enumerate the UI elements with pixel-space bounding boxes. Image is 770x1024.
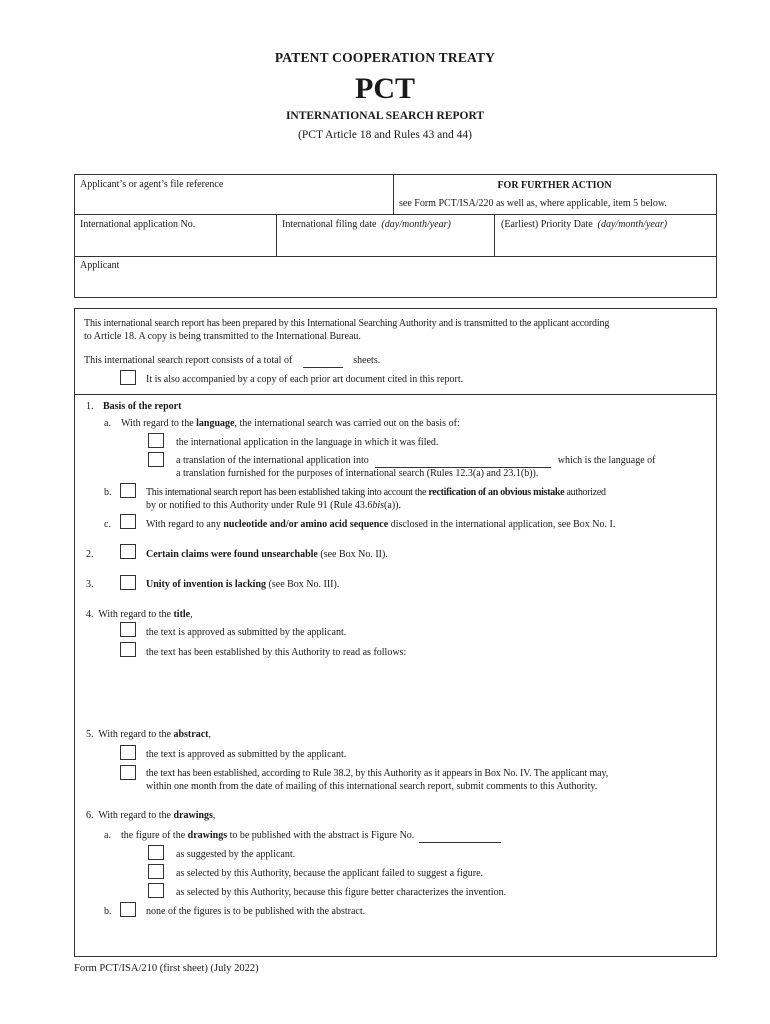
legal-basis: (PCT Article 18 and Rules 43 and 44) xyxy=(298,129,472,141)
section-1c-label: c. xyxy=(104,519,111,530)
title-approved-checkbox[interactable] xyxy=(120,622,136,637)
sequence-checkbox[interactable] xyxy=(120,514,136,529)
sheets-count-field[interactable] xyxy=(303,354,343,368)
figure-authority-failed-checkbox[interactable] xyxy=(148,864,164,879)
priority-date-field[interactable] xyxy=(501,232,713,252)
figure-suggested-text: as suggested by the applicant. xyxy=(176,849,296,860)
accompanied-checkbox[interactable] xyxy=(120,370,136,385)
further-action-title: FOR FURTHER ACTION xyxy=(497,180,612,191)
section-1a-text: With regard to the language, the international search was carried out on the basis of: xyxy=(121,418,460,429)
section-1-number: 1. xyxy=(86,401,94,412)
sequence-text: With regard to any nucleotide and/or amino acid sequence disclosed in the international application, see Box No. I. xyxy=(146,519,616,530)
figure-better-characterizes-text: as selected by this Authority, because this figure better characterizes the invention. xyxy=(176,887,507,898)
unsearchable-claims-text: Certain claims were found unsearchable (see Box No. II). xyxy=(146,549,388,560)
application-no-label: International application No. xyxy=(80,219,196,230)
figure-number-line: the figure of the drawings to be published with the abstract is Figure No. xyxy=(121,829,501,843)
section-2-number: 2. xyxy=(86,549,94,560)
treaty-heading: PATENT COOPERATION TREATY xyxy=(274,50,496,65)
no-figure-text: none of the figures is to be published with the abstract. xyxy=(146,906,366,917)
figure-suggested-checkbox[interactable] xyxy=(148,845,164,860)
figure-better-characterizes-checkbox[interactable] xyxy=(148,883,164,898)
intro-line-1: This international search report has been prepared by this International Searching Authority and is transmitted to the applicant according xyxy=(84,318,610,329)
section-5-heading: 5. With regard to the abstract, xyxy=(86,729,211,740)
priority-date-label: (Earliest) Priority Date (day/month/year) xyxy=(501,219,668,230)
file-reference-field[interactable] xyxy=(80,192,390,212)
abstract-established-line2: within one month from the date of mailing of this international search report, submit comments to this Authority. xyxy=(146,781,598,792)
pct-title: PCT xyxy=(355,72,415,105)
no-figure-checkbox[interactable] xyxy=(120,902,136,917)
section-1-title: Basis of the report xyxy=(103,401,182,412)
abstract-established-checkbox[interactable] xyxy=(120,765,136,780)
language-translation-checkbox[interactable] xyxy=(148,452,164,467)
further-action-text: see Form PCT/ISA/220 as well as, where applicable, item 5 below. xyxy=(399,198,667,209)
section-6a-label: a. xyxy=(104,830,111,841)
application-no-field[interactable] xyxy=(80,232,272,252)
unsearchable-claims-checkbox[interactable] xyxy=(120,544,136,559)
sheets-line: This international search report consists of a total of sheets. xyxy=(84,355,381,366)
applicant-label: Applicant xyxy=(80,260,120,271)
section-4-heading: 4. With regard to the title, xyxy=(86,609,193,620)
language-original-text: the international application in the language in which it was filed. xyxy=(176,437,439,448)
filing-date-field[interactable] xyxy=(282,232,490,252)
section-6b-label: b. xyxy=(104,906,112,917)
figure-number-field[interactable] xyxy=(419,829,501,843)
title-established-text: the text has been established by this Authority to read as follows: xyxy=(146,647,407,658)
abstract-approved-text: the text is approved as submitted by the applicant. xyxy=(146,749,347,760)
unity-lacking-checkbox[interactable] xyxy=(120,575,136,590)
file-reference-label: Applicant’s or agent’s file reference xyxy=(80,179,224,190)
filing-date-label: International filing date (day/month/year) xyxy=(282,219,451,230)
priority-date-format: (day/month/year) xyxy=(597,219,668,230)
rectification-line2: by or notified to this Authority under Rule 91 (Rule 43.6bis(a)). xyxy=(146,500,401,511)
accompanied-text: It is also accompanied by a copy of each prior art document cited in this report. xyxy=(146,374,464,385)
language-original-checkbox[interactable] xyxy=(148,433,164,448)
applicant-field[interactable] xyxy=(80,273,710,293)
unity-lacking-text: Unity of invention is lacking (see Box No. III). xyxy=(146,579,340,590)
language-translation-line2: a translation furnished for the purposes of international search (Rules 12.3(a) and 23.1(b)). xyxy=(176,468,539,479)
filing-date-format: (day/month/year) xyxy=(381,219,451,230)
section-1a-label: a. xyxy=(104,418,111,429)
section-6-heading: 6. With regard to the drawings, xyxy=(86,810,216,821)
intro-line-2: to Article 18. A copy is being transmitted to the International Bureau. xyxy=(84,331,361,342)
title-established-checkbox[interactable] xyxy=(120,642,136,657)
abstract-established-line1: the text has been established, according to Rule 38.2, by this Authority as it appears in Box No. IV. The applicant may, xyxy=(146,768,609,779)
form-footer: Form PCT/ISA/210 (first sheet) (July 2022) xyxy=(74,963,259,974)
section-1b-label: b. xyxy=(104,487,112,498)
figure-authority-failed-text: as selected by this Authority, because the applicant failed to suggest a figure. xyxy=(176,868,484,879)
translation-language-field[interactable] xyxy=(375,454,551,468)
language-translation-line1: a translation of the international application into which is the language of xyxy=(176,455,656,466)
rectification-line1: This international search report has been established taking into account the rectification of an obvious mistake authorized xyxy=(146,487,606,498)
section-3-number: 3. xyxy=(86,579,94,590)
rectification-checkbox[interactable] xyxy=(120,483,136,498)
report-title: INTERNATIONAL SEARCH REPORT xyxy=(285,110,485,122)
title-text-area[interactable] xyxy=(146,662,706,718)
abstract-approved-checkbox[interactable] xyxy=(120,745,136,760)
title-approved-text: the text is approved as submitted by the applicant. xyxy=(146,627,347,638)
